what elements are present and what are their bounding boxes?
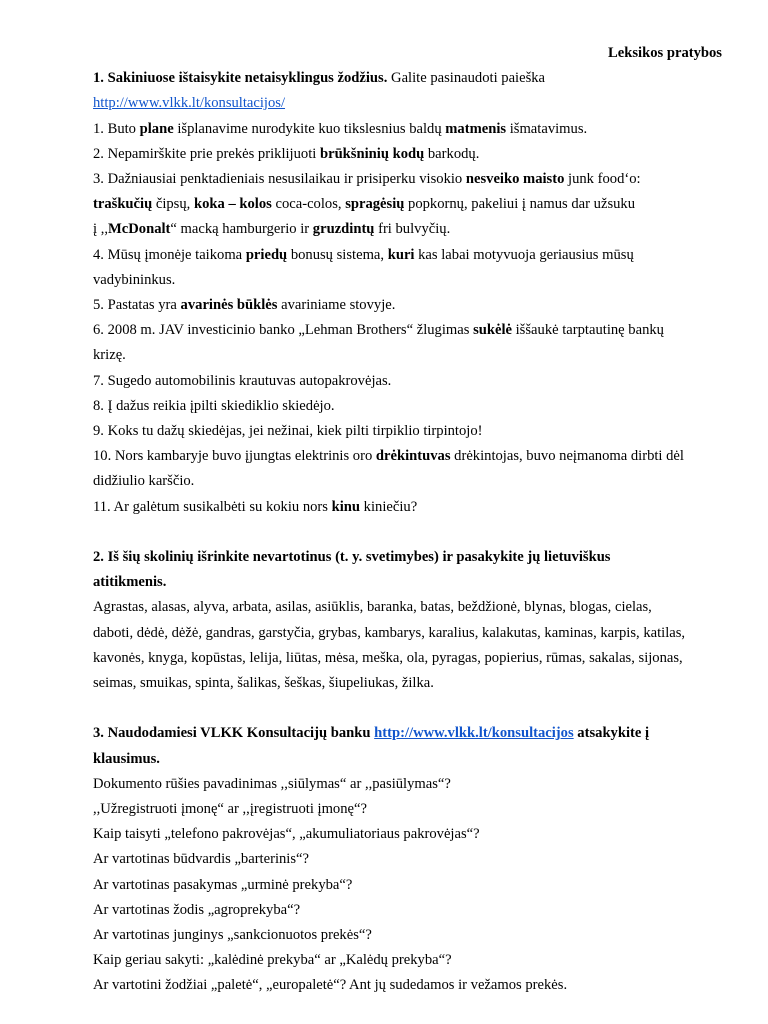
task3-heading-line-1 <box>93 721 722 746</box>
text: į ,, <box>93 221 108 238</box>
sentence-8: 8. Į dažus reikia įpilti skiediklio skiedėjo. <box>93 397 335 414</box>
correct-word: priedų <box>245 246 288 263</box>
task2-heading-line-1 <box>93 545 722 570</box>
text: 1. Buto <box>93 120 140 137</box>
spacer <box>93 696 722 721</box>
correct-word: plane <box>139 120 174 137</box>
task3-heading: klausimus. <box>93 750 160 767</box>
text: coca-colos, <box>271 196 346 213</box>
sentence-3-line-1 <box>93 167 722 192</box>
word-list-line: daboti, dėdė, dėžė, gandras, garstyčia, grybas, kambarys, karalius, kalakutas, kaminas, karpis, katilas, <box>93 624 686 641</box>
text: 6. 2008 m. JAV investicinio banko „Lehman Brothers“ žlugimas <box>93 322 474 339</box>
sentence-7: 7. Sugedo automobilinis krautuvas autopakrovėjas. <box>93 372 392 389</box>
text: junk food‘o: <box>564 171 641 188</box>
question: Ar vartotinas pasakymas „urminė prekyba“? <box>93 876 353 893</box>
text: 10. Nors kambaryje buvo įjungtas elektrinis oro <box>93 448 376 465</box>
text: 11. Ar galėtum susikalbėti su kokiu nors <box>93 498 332 515</box>
correct-word: drėkintuvas <box>375 448 451 465</box>
text: 5. Pastatas yra <box>93 297 181 314</box>
correct-word: matmenis <box>445 120 507 137</box>
sentence-11 <box>93 495 722 520</box>
question: Kaip taisyti „telefono pakrovėjas“, „akumuliatoriaus pakrovėjas“? <box>93 826 480 843</box>
question: ,,Užregistruoti įmonę“ ar ,,įregistruoti įmonę“? <box>93 801 367 818</box>
text: avariniame stovyje. <box>277 297 396 314</box>
sentence-3-line-2 <box>93 192 722 217</box>
correct-word: kinu <box>331 498 361 515</box>
text: iššaukė tarptautinę bankų <box>511 322 664 339</box>
correct-word: kuri <box>387 246 415 263</box>
task1-heading-rest: Galite pasinaudoti paieška <box>387 70 546 87</box>
text: čipsų, <box>152 196 194 213</box>
sentence-10-line-2: didžiulio karščio. <box>93 473 195 490</box>
sentence-10-line-1 <box>93 444 722 469</box>
question: Kaip geriau sakyti: „kalėdinė prekyba“ ar „Kalėdų prekyba“? <box>93 952 452 969</box>
correct-word: nesveiko maisto <box>465 171 565 188</box>
sentence-4-line-2: vadybininkus. <box>93 271 176 288</box>
text: fri bulvyčių. <box>374 221 451 238</box>
question: Ar vartotinas junginys „sankcionuotos prekės“? <box>93 927 372 944</box>
vlkk-link[interactable]: http://www.vlkk.lt/konsultacijos/ <box>93 95 286 112</box>
sentence-9: 9. Koks tu dažų skiedėjas, jei nežinai, kiek pilti tirpiklio tirpintojo! <box>93 423 483 440</box>
correct-word: gruzdintų <box>312 221 375 238</box>
word-list-line: seimas, smuikas, spinta, šalikas, šeškas, šiupeliukas, žilka. <box>93 675 434 692</box>
text: 3. Dažniausiai penktadieniais nesusilaikau ir prisiperku visokio <box>93 171 466 188</box>
sentence-5 <box>93 293 722 318</box>
text: “ macką hamburgerio ir <box>170 221 313 238</box>
text: kiniečiu? <box>360 498 418 515</box>
correct-word: brūkšninių kodų <box>319 145 425 162</box>
text: barkodų. <box>424 145 480 162</box>
text: išplanavime nurodykite kuo tikslesnius baldų <box>173 120 446 137</box>
question: Ar vartotinas būdvardis „barterinis“? <box>93 851 309 868</box>
konsultacijos-link[interactable] <box>374 725 574 741</box>
task3-heading: 3. Naudodamiesi VLKK Konsultacijų banku <box>93 725 375 742</box>
correct-word: spragėsių <box>345 196 405 213</box>
document-header: Leksikos pratybos <box>608 45 722 61</box>
task2-heading-line-2 <box>93 570 722 595</box>
sentence-2 <box>93 142 722 167</box>
text: drėkintojas, buvo neįmanoma dirbti dėl <box>450 448 684 465</box>
spacer <box>93 520 722 545</box>
sentence-1 <box>93 117 722 142</box>
correct-word: koka – kolos <box>193 196 272 213</box>
task1-link-line <box>93 91 722 116</box>
question: Ar vartotinas žodis „agroprekyba“? <box>93 901 301 918</box>
task2-heading: 2. Iš šių skolinių išrinkite nevartotinus (t. y. svetimybes) ir pasakykite jų lietuviškus <box>93 549 611 566</box>
word-list-line: Agrastas, alasas, alyva, arbata, asilas, asiūklis, baranka, batas, beždžionė, blynas, blogas, cielas, <box>93 599 652 616</box>
task1-heading-bold: 1. Sakiniuose ištaisykite netaisyklingus žodžius. <box>93 70 388 87</box>
correct-word: sukėlė <box>473 322 512 339</box>
correct-word: traškučių <box>93 196 153 213</box>
sentence-3-line-3 <box>93 217 722 242</box>
task2-heading: atitikmenis. <box>93 574 167 591</box>
link-text: http://www.vlkk.lt/konsultacijos <box>374 725 574 742</box>
question: Ar vartotini žodžiai „paletė“, „europaletė“? Ant jų sudedamos ir vežamos prekės. <box>93 977 568 994</box>
sentence-6-line-1 <box>93 318 722 343</box>
sentence-6-line-2: krizę. <box>93 347 126 364</box>
task3-heading: atsakykite į <box>573 725 650 742</box>
word-list-line: kavonės, knyga, kopūstas, lelija, liūtas, mėsa, meška, ola, pyragas, popierius, rūmas, sakalas, sijonas, <box>93 649 683 666</box>
text: popkornų, pakeliui į namus dar užsuku <box>404 196 636 213</box>
correct-word: avarinės būklės <box>180 297 278 314</box>
text: bonusų sistema, <box>287 246 388 263</box>
text: 4. Mūsų įmonėje taikoma <box>93 246 246 263</box>
text: išmatavimus. <box>506 120 588 137</box>
question: Dokumento rūšies pavadinimas ,,siūlymas“ ar ,,pasiūlymas“? <box>93 775 451 792</box>
task3-heading-line-2 <box>93 747 722 772</box>
correct-word: McDonalt <box>108 221 171 238</box>
task1-heading <box>93 66 722 91</box>
text: kas labai motyvuoja geriausius mūsų <box>414 246 634 263</box>
sentence-4-line-1 <box>93 243 722 268</box>
text: 2. Nepamirškite prie prekės priklijuoti <box>93 145 320 162</box>
